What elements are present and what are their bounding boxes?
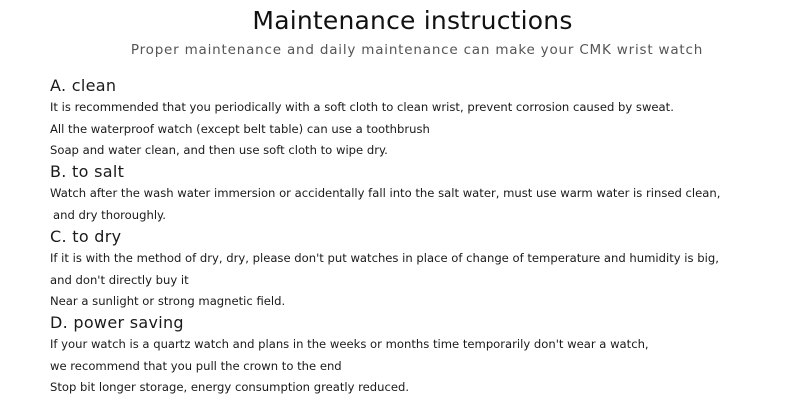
section-line: we recommend that you pull the crown to the end bbox=[50, 359, 342, 373]
section-power-saving bbox=[50, 312, 790, 398]
section-to-dry bbox=[50, 226, 790, 312]
section-to-salt bbox=[50, 161, 790, 226]
section-heading-clean: A. clean bbox=[50, 76, 117, 95]
section-line: Soap and water clean, and then use soft cloth to wipe dry. bbox=[50, 143, 388, 157]
page-title: Maintenance instructions bbox=[252, 6, 573, 35]
section-heading-power-saving: D. power saving bbox=[50, 313, 184, 332]
section-line: Stop bit longer storage, energy consumption greatly reduced. bbox=[50, 380, 410, 394]
instructions-body bbox=[50, 75, 790, 398]
page-subtitle: Proper maintenance and daily maintenance can make your CMK wrist watch bbox=[130, 42, 704, 58]
section-line: If it is with the method of dry, dry, please don't put watches in place of change of temperature and humidity is big, bbox=[50, 251, 719, 265]
section-line: Watch after the wash water immersion or accidentally fall into the salt water, must use warm water is rinsed clean, bbox=[50, 186, 721, 200]
section-line: If your watch is a quartz watch and plans in the weeks or months time temporarily don't wear a watch, bbox=[50, 337, 649, 351]
section-line: and don't directly buy it bbox=[50, 273, 189, 287]
section-line: Near a sunlight or strong magnetic field. bbox=[50, 294, 286, 308]
section-heading-to-salt: B. to salt bbox=[50, 162, 125, 181]
section-line: It is recommended that you periodically with a soft cloth to clean wrist, prevent corrosion caused by sweat. bbox=[50, 100, 674, 114]
section-heading-to-dry: C. to dry bbox=[50, 227, 122, 246]
section-line: and dry thoroughly. bbox=[53, 208, 166, 222]
section-line: All the waterproof watch (except belt table) can use a toothbrush bbox=[50, 122, 430, 136]
section-clean bbox=[50, 75, 790, 161]
